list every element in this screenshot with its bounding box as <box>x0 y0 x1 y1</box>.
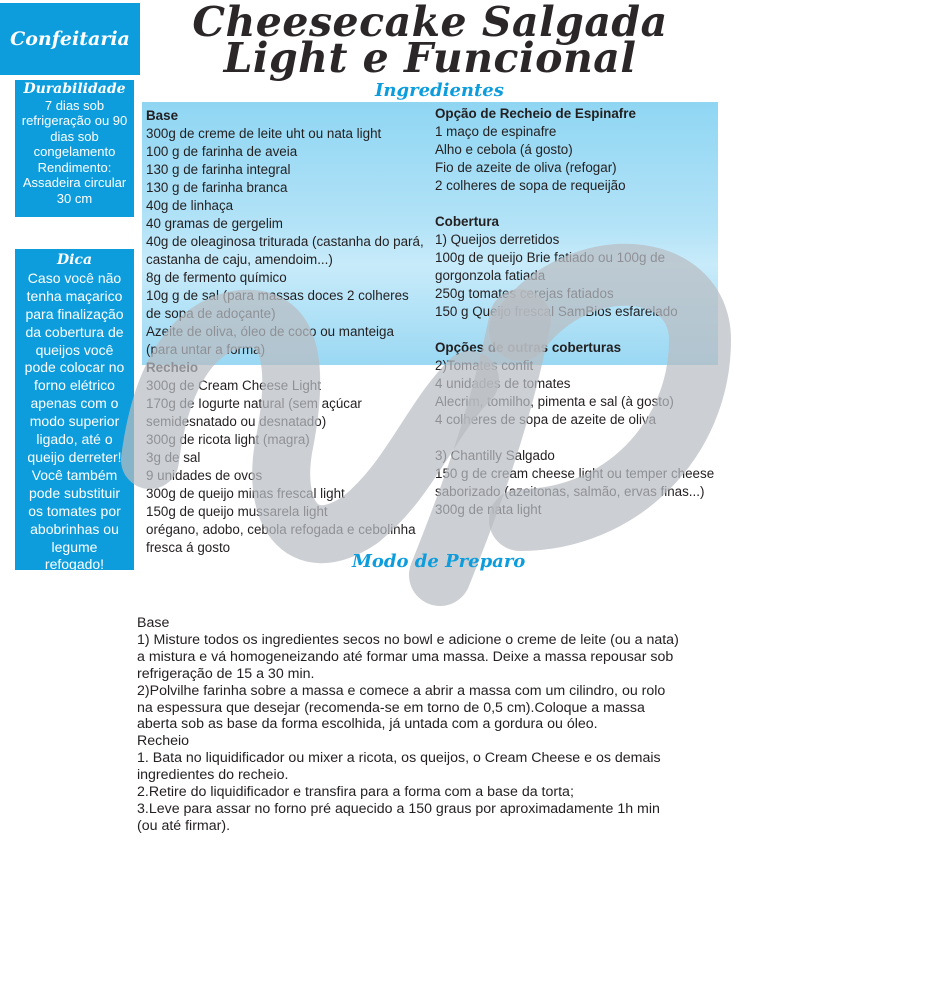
tip-line: queijos você <box>35 341 114 358</box>
ingredient-item: 3) Chantilly Salgado <box>435 448 555 463</box>
ingredients-right-column <box>435 105 720 519</box>
durability-line: Rendimento: <box>37 159 112 175</box>
preparation-line: 2)Polvilhe farinha sobre a massa e comece a abrir a massa com um cilindro, ou rolo <box>137 682 666 699</box>
ingredients-left-column <box>146 107 431 557</box>
ingredient-item: 300g de Cream Cheese Light <box>146 378 321 393</box>
durability-line: Assadeira circular <box>22 175 127 190</box>
tip-line: tenha maçarico <box>26 287 123 304</box>
ingredient-item: Alho e cebola (á gosto) <box>435 142 573 157</box>
ingredient-item: 300g de ricota light (magra) <box>146 432 310 447</box>
tip-line: pode colocar no <box>24 359 125 376</box>
durability-line: congelamento <box>33 144 116 159</box>
ingredient-item: 100 g de farinha de aveia <box>146 144 298 159</box>
ingredient-item: 1 maço de espinafre <box>435 124 557 139</box>
recipe-title: Cheesecake Salgada Light e Funcional <box>192 0 668 82</box>
ingredient-item: orégano, adobo, cebola refogada e cebolinha <box>146 522 416 537</box>
tip-line: da cobertura de <box>25 323 124 340</box>
ingredient-item: 4 colheres de sopa de azeite de oliva <box>435 412 657 427</box>
tip-line: Caso você não <box>27 269 122 286</box>
ingredient-section-heading: Opção de Recheio de Espinafre <box>435 106 636 121</box>
ingredient-item: 150 g de cream cheese light ou temper cheese <box>435 466 715 481</box>
ingredient-item: semidesnatado ou desnatado) <box>146 414 327 429</box>
ingredient-item: 250g tomates cerejas fatiados <box>435 286 614 301</box>
ingredient-item: 130 g de farinha integral <box>146 162 291 177</box>
ingredient-spacer <box>435 321 720 339</box>
ingredient-item: 2 colheres de sopa de requeijão <box>435 178 626 193</box>
ingredient-item: 40g de oleaginosa triturada (castanha do pará, <box>146 234 424 249</box>
ingredient-item: gorgonzola fatiada <box>435 268 546 283</box>
ingredient-item: 170g de Iogurte natural (sem açúcar <box>146 396 362 411</box>
ingredient-section-heading: Cobertura <box>435 214 499 229</box>
tip-line: abobrinhas ou <box>30 520 119 537</box>
durability-title: Durabilidade <box>23 81 126 97</box>
ingredient-item: 2)Tomates confit <box>435 358 534 373</box>
tip-line: modo superior <box>29 413 120 430</box>
durability-box <box>15 80 134 217</box>
preparation-line: 2.Retire do liquidificador e transfira para a forma com a base da torta; <box>137 784 574 801</box>
ingredient-section-heading: Opções de outras coberturas <box>435 340 622 355</box>
ingredient-item: 40 gramas de gergelim <box>146 216 283 231</box>
durability-line: refrigeração ou 90 <box>21 113 128 128</box>
tip-line: refogado! <box>44 556 105 573</box>
preparation-line: 3.Leve para assar no forno pré aquecido a 150 graus por aproximadamente 1h min <box>137 800 660 817</box>
ingredient-item: 1) Queijos derretidos <box>435 232 560 247</box>
tip-line: forno elétrico <box>34 377 115 394</box>
preparation-line: aberta sob as base da forma escolhida, já untada com a gordura ou óleo. <box>137 716 598 733</box>
ingredient-item: Alecrim, tomilho, pimenta e sal (à gosto) <box>435 394 674 409</box>
ingredients-heading: Ingredientes <box>375 80 504 101</box>
ingredient-item: 8g de fermento químico <box>146 270 287 285</box>
ingredient-item: 4 unidades de tomates <box>435 376 571 391</box>
tip-line: pode substituir <box>28 484 121 501</box>
ingredient-item: 9 unidades de ovos <box>146 468 263 483</box>
ingredient-spacer <box>435 195 720 213</box>
preparation-instructions <box>137 615 727 835</box>
ingredient-item: castanha de caju, amendoim...) <box>146 252 333 267</box>
ingredient-item: Fio de azeite de oliva (refogar) <box>435 160 617 175</box>
ingredient-section-heading: Recheio <box>146 360 199 375</box>
ingredient-item: 100g de queijo Brie fatiado ou 100g de <box>435 250 666 265</box>
tip-box <box>15 249 134 573</box>
ingredient-item: 3g de sal <box>146 450 201 465</box>
tip-title: Dica <box>56 252 93 268</box>
durability-line: dias sob <box>50 128 99 144</box>
tip-line: Você também <box>31 466 118 483</box>
durability-line: 30 cm <box>56 190 93 206</box>
preparation-line: ingredientes do recheio. <box>137 767 289 784</box>
tip-line: para finalização <box>25 305 124 322</box>
preparation-line: 1. Bata no liquidificador ou mixer a ricota, os queijos, o Cream Cheese e os demais <box>137 750 661 767</box>
preparation-heading: Modo de Preparo <box>352 551 526 572</box>
ingredient-item: 150 g Queijo frescal SamBios esfarelado <box>435 304 678 319</box>
preparation-line: Base <box>137 615 170 631</box>
ingredient-item: 300g de nata light <box>435 502 542 517</box>
ingredient-section-heading: Base <box>146 108 179 123</box>
ingredient-item: 300g de creme de leite uht ou nata light <box>146 126 382 141</box>
ingredient-item: 130 g de farinha branca <box>146 180 288 195</box>
category-tab-label: Confeitaria <box>10 28 130 50</box>
preparation-line: a mistura e vá homogeneizando até formar uma massa. Deixe a massa repousar sob <box>137 648 674 665</box>
ingredient-item: Azeite de oliva, óleo de coco ou manteiga <box>146 324 394 339</box>
preparation-line: refrigeração de 15 a 30 min. <box>137 665 315 682</box>
ingredient-item: fresca á gosto <box>146 540 231 555</box>
durability-line: 7 dias sob <box>44 97 105 113</box>
ingredient-item: 300g de queijo minas frescal light <box>146 486 345 501</box>
preparation-line: Recheio <box>137 733 190 750</box>
ingredient-item: de sopa de adoçante) <box>146 306 276 321</box>
ingredient-item: 40g de linhaça <box>146 198 234 213</box>
ingredient-item: saborizado (azeitonas, salmão, ervas finas...) <box>435 484 705 499</box>
category-tab[interactable] <box>0 3 140 75</box>
tip-line: apenas com o <box>30 395 119 412</box>
ingredient-spacer <box>435 429 720 447</box>
ingredient-item: 150g de queijo mussarela light <box>146 504 328 519</box>
ingredient-item: 10g g de sal (para massas doces 2 colheres <box>146 288 409 303</box>
preparation-line: na espessura que desejar (recomenda-se em torno de 0,5 cm).Coloque a massa <box>137 699 645 716</box>
tip-line: legume <box>51 538 98 555</box>
tip-line: queijo derreter! <box>27 448 122 465</box>
preparation-line: 1) Misture todos os ingredientes secos no bowl e adicione o creme de leite (ou a nata) <box>137 631 679 648</box>
ingredient-item: (para untar a forma) <box>146 342 266 357</box>
tip-line: os tomates por <box>28 502 121 519</box>
tip-line: ligado, até o <box>36 431 113 448</box>
preparation-line: (ou até firmar). <box>137 817 231 834</box>
